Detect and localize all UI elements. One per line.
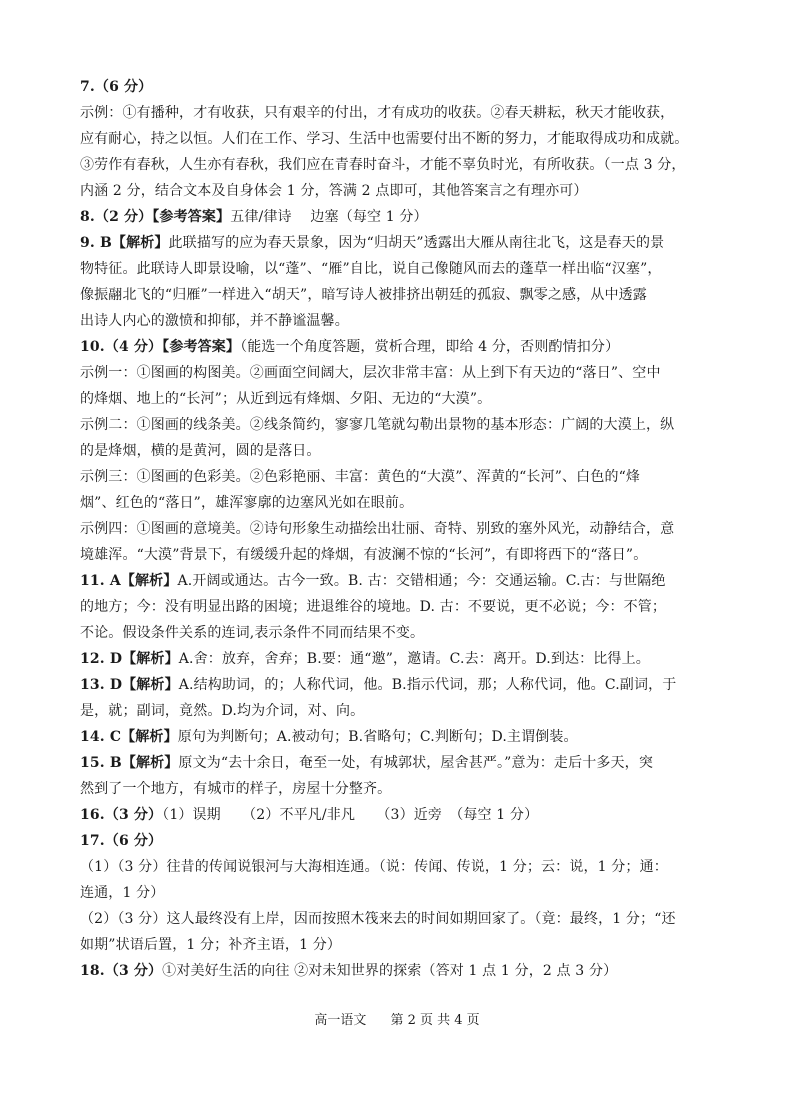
- answer-text: 的是烽烟，横的是黄河，圆的是落日。: [80, 443, 321, 459]
- text-line: [80, 594, 720, 620]
- text-line: [80, 100, 720, 126]
- text-line: [80, 74, 720, 100]
- answer-text: 示例二：①图画的线条美。②线条简约，寥寥几笔就勾勒出景物的基本形态：广阔的大漠上，纵: [80, 417, 675, 433]
- answer-text: 原文为“去十余日，奄至一处，有城郭状，屋舍甚严。”意为：走后十多天，突: [178, 755, 653, 771]
- answer-text: 五律/律诗 边塞（每空 1 分）: [230, 209, 428, 225]
- question-number: 10.（4 分）【参考答案】: [80, 339, 241, 355]
- text-line: [80, 906, 720, 932]
- text-line: [80, 126, 720, 152]
- text-line: [80, 568, 720, 594]
- question-number: 8.（2 分）【参考答案】: [80, 209, 231, 225]
- text-line: [80, 958, 720, 984]
- answer-text: （1）（3 分）往昔的传闻说银河与大海相连通。（说：传闻、传说，1 分；云：说，1 分；通：: [80, 859, 668, 875]
- answer-text: 的地方；今：没有明显出路的困境；进退维谷的境地。D. 古：不要说，更不必说；今：不管；: [80, 599, 667, 615]
- text-line: [80, 256, 720, 282]
- answer-text: 境雄浑。“大漠”背景下，有缓缓升起的烽烟，有波澜不惊的“长河”，有即将西下的“落日”。: [80, 547, 648, 563]
- answer-text: 示例四：①图画的意境美。②诗句形象生动描绘出壮丽、奇特、别致的塞外风光，动静结合，意: [80, 521, 675, 537]
- text-line: [80, 490, 720, 516]
- answer-text: ①对美好生活的向往 ②对未知世界的探索（答对 1 点 1 分，2 点 3 分）: [162, 963, 618, 979]
- answer-text: 然到了一个地方，有城市的样子，房屋十分整齐。: [80, 781, 392, 797]
- answer-text: （1）误期 （2）不平凡/非凡 （3）近旁 （每空 1 分）: [162, 807, 539, 823]
- footer-subject: 高一语文: [314, 1013, 367, 1028]
- text-line: [80, 282, 720, 308]
- text-line: [80, 620, 720, 646]
- answer-text: 此联描写的应为春天景象，因为“归胡天”透露出大雁从南往北飞，这是春天的景: [168, 235, 665, 251]
- question-number: 16.（3 分）: [80, 807, 163, 823]
- answer-text: 的烽烟、地上的“长河”；从近到远有烽烟、夕阳、无边的“大漠”。: [80, 391, 492, 407]
- text-line: [80, 776, 720, 802]
- text-line: [80, 204, 720, 230]
- answer-text: 示例三：①图画的色彩美。②色彩艳丽、丰富：黄色的“大漠”、浑黄的“长河”、白色的“烽: [80, 469, 641, 485]
- question-number: 14. C【解析】: [80, 729, 178, 745]
- answer-text: 原句为判断句；A.被动句；B.省略句；C.判断句；D.主谓倒装。: [177, 729, 578, 745]
- text-line: [80, 386, 720, 412]
- question-number: 17.（6 分）: [80, 833, 163, 849]
- question-number: 18.（3 分）: [80, 963, 163, 979]
- text-line: [80, 308, 720, 334]
- text-line: [80, 646, 720, 672]
- answer-text: ③劳作有春秋，人生亦有春秋，我们应在青春时奋斗，才能不辜负时光，有所收获。（一点 3 分，: [80, 157, 686, 173]
- text-line: [80, 932, 720, 958]
- text-line: [80, 230, 720, 256]
- text-line: [80, 880, 720, 906]
- answer-text: A.舍：放弃，舍弃；B.要：通“邀”，邀请。C.去：离开。D.到达：比得上。: [178, 651, 650, 667]
- footer-page-number: 第 2 页 共 4 页: [390, 1013, 480, 1028]
- question-number: 11. A【解析】: [80, 573, 178, 589]
- answer-text: 烟”、红色的“落日”，雄浑寥廓的边塞风光如在眼前。: [80, 495, 414, 511]
- answer-text: 是，就；副词，竟然。D.均为介词，对、向。: [80, 703, 365, 719]
- answer-text: 如期”状语后置，1 分；补齐主语，1 分）: [80, 937, 342, 953]
- text-line: [80, 854, 720, 880]
- answer-text: 应有耐心，持之以恒。人们在工作、学习、生活中也需要付出不断的努力，才能取得成功和成就。: [80, 131, 689, 147]
- page-footer: [0, 1012, 794, 1030]
- answer-text: （能选一个角度答题，赏析合理，即给 4 分，否则酌情扣分）: [240, 339, 620, 355]
- answer-text: 示例一：①图画的构图美。②画面空间阔大，层次非常丰富：从上到下有天边的“落日”、空中: [80, 365, 661, 381]
- text-line: [80, 464, 720, 490]
- text-line: [80, 698, 720, 724]
- text-line: [80, 412, 720, 438]
- question-number: 9. B【解析】: [80, 235, 169, 251]
- question-number: 13. D【解析】: [80, 677, 179, 693]
- answer-text: 像振翮北飞的“归雁”一样进入“胡天”，暗写诗人被排挤出朝廷的孤寂、飘零之感，从中透露: [80, 287, 647, 303]
- answer-text: 连通，1 分）: [80, 885, 165, 901]
- answer-text: 内涵 2 分，结合文本及自身体会 1 分，答满 2 点即可，其他答案言之有理亦可）: [80, 183, 588, 199]
- answer-text: 不论。假设条件关系的连词,表示条件不同而结果不变。: [80, 625, 425, 641]
- answer-text: 出诗人内心的激愤和抑郁，并不静谧温馨。: [80, 313, 349, 329]
- question-number: 7.（6 分）: [80, 79, 153, 95]
- text-line: [80, 750, 720, 776]
- text-line: [80, 542, 720, 568]
- text-line: [80, 828, 720, 854]
- answer-text: A.结构助词，的；人称代词，他。B.指示代词，那；人称代词，他。C.副词，于: [178, 677, 677, 693]
- text-line: [80, 152, 720, 178]
- text-line: [80, 360, 720, 386]
- answer-text: （2）（3 分）这人最终没有上岸，因而按照木筏来去的时间如期回家了。（竟：最终，1 分；“还: [80, 911, 676, 927]
- answer-text: 示例：①有播种，才有收获，只有艰辛的付出，才有成功的收获。②春天耕耘，秋天才能收获，: [80, 105, 675, 121]
- text-line: [80, 178, 720, 204]
- answer-content: [80, 74, 720, 984]
- text-line: [80, 516, 720, 542]
- text-line: [80, 724, 720, 750]
- answer-text: 物特征。此联诗人即景设喻，以“蓬”、“雁”自比，说自己像随风而去的蓬草一样出临“汉塞”，: [80, 261, 662, 277]
- question-number: 12. D【解析】: [80, 651, 179, 667]
- question-number: 15. B【解析】: [80, 755, 179, 771]
- text-line: [80, 802, 720, 828]
- text-line: [80, 438, 720, 464]
- text-line: [80, 334, 720, 360]
- text-line: [80, 672, 720, 698]
- answer-text: A.开阔或通达。古今一致。B. 古：交错相通；今：交通运输。C.古：与世隔绝: [177, 573, 666, 589]
